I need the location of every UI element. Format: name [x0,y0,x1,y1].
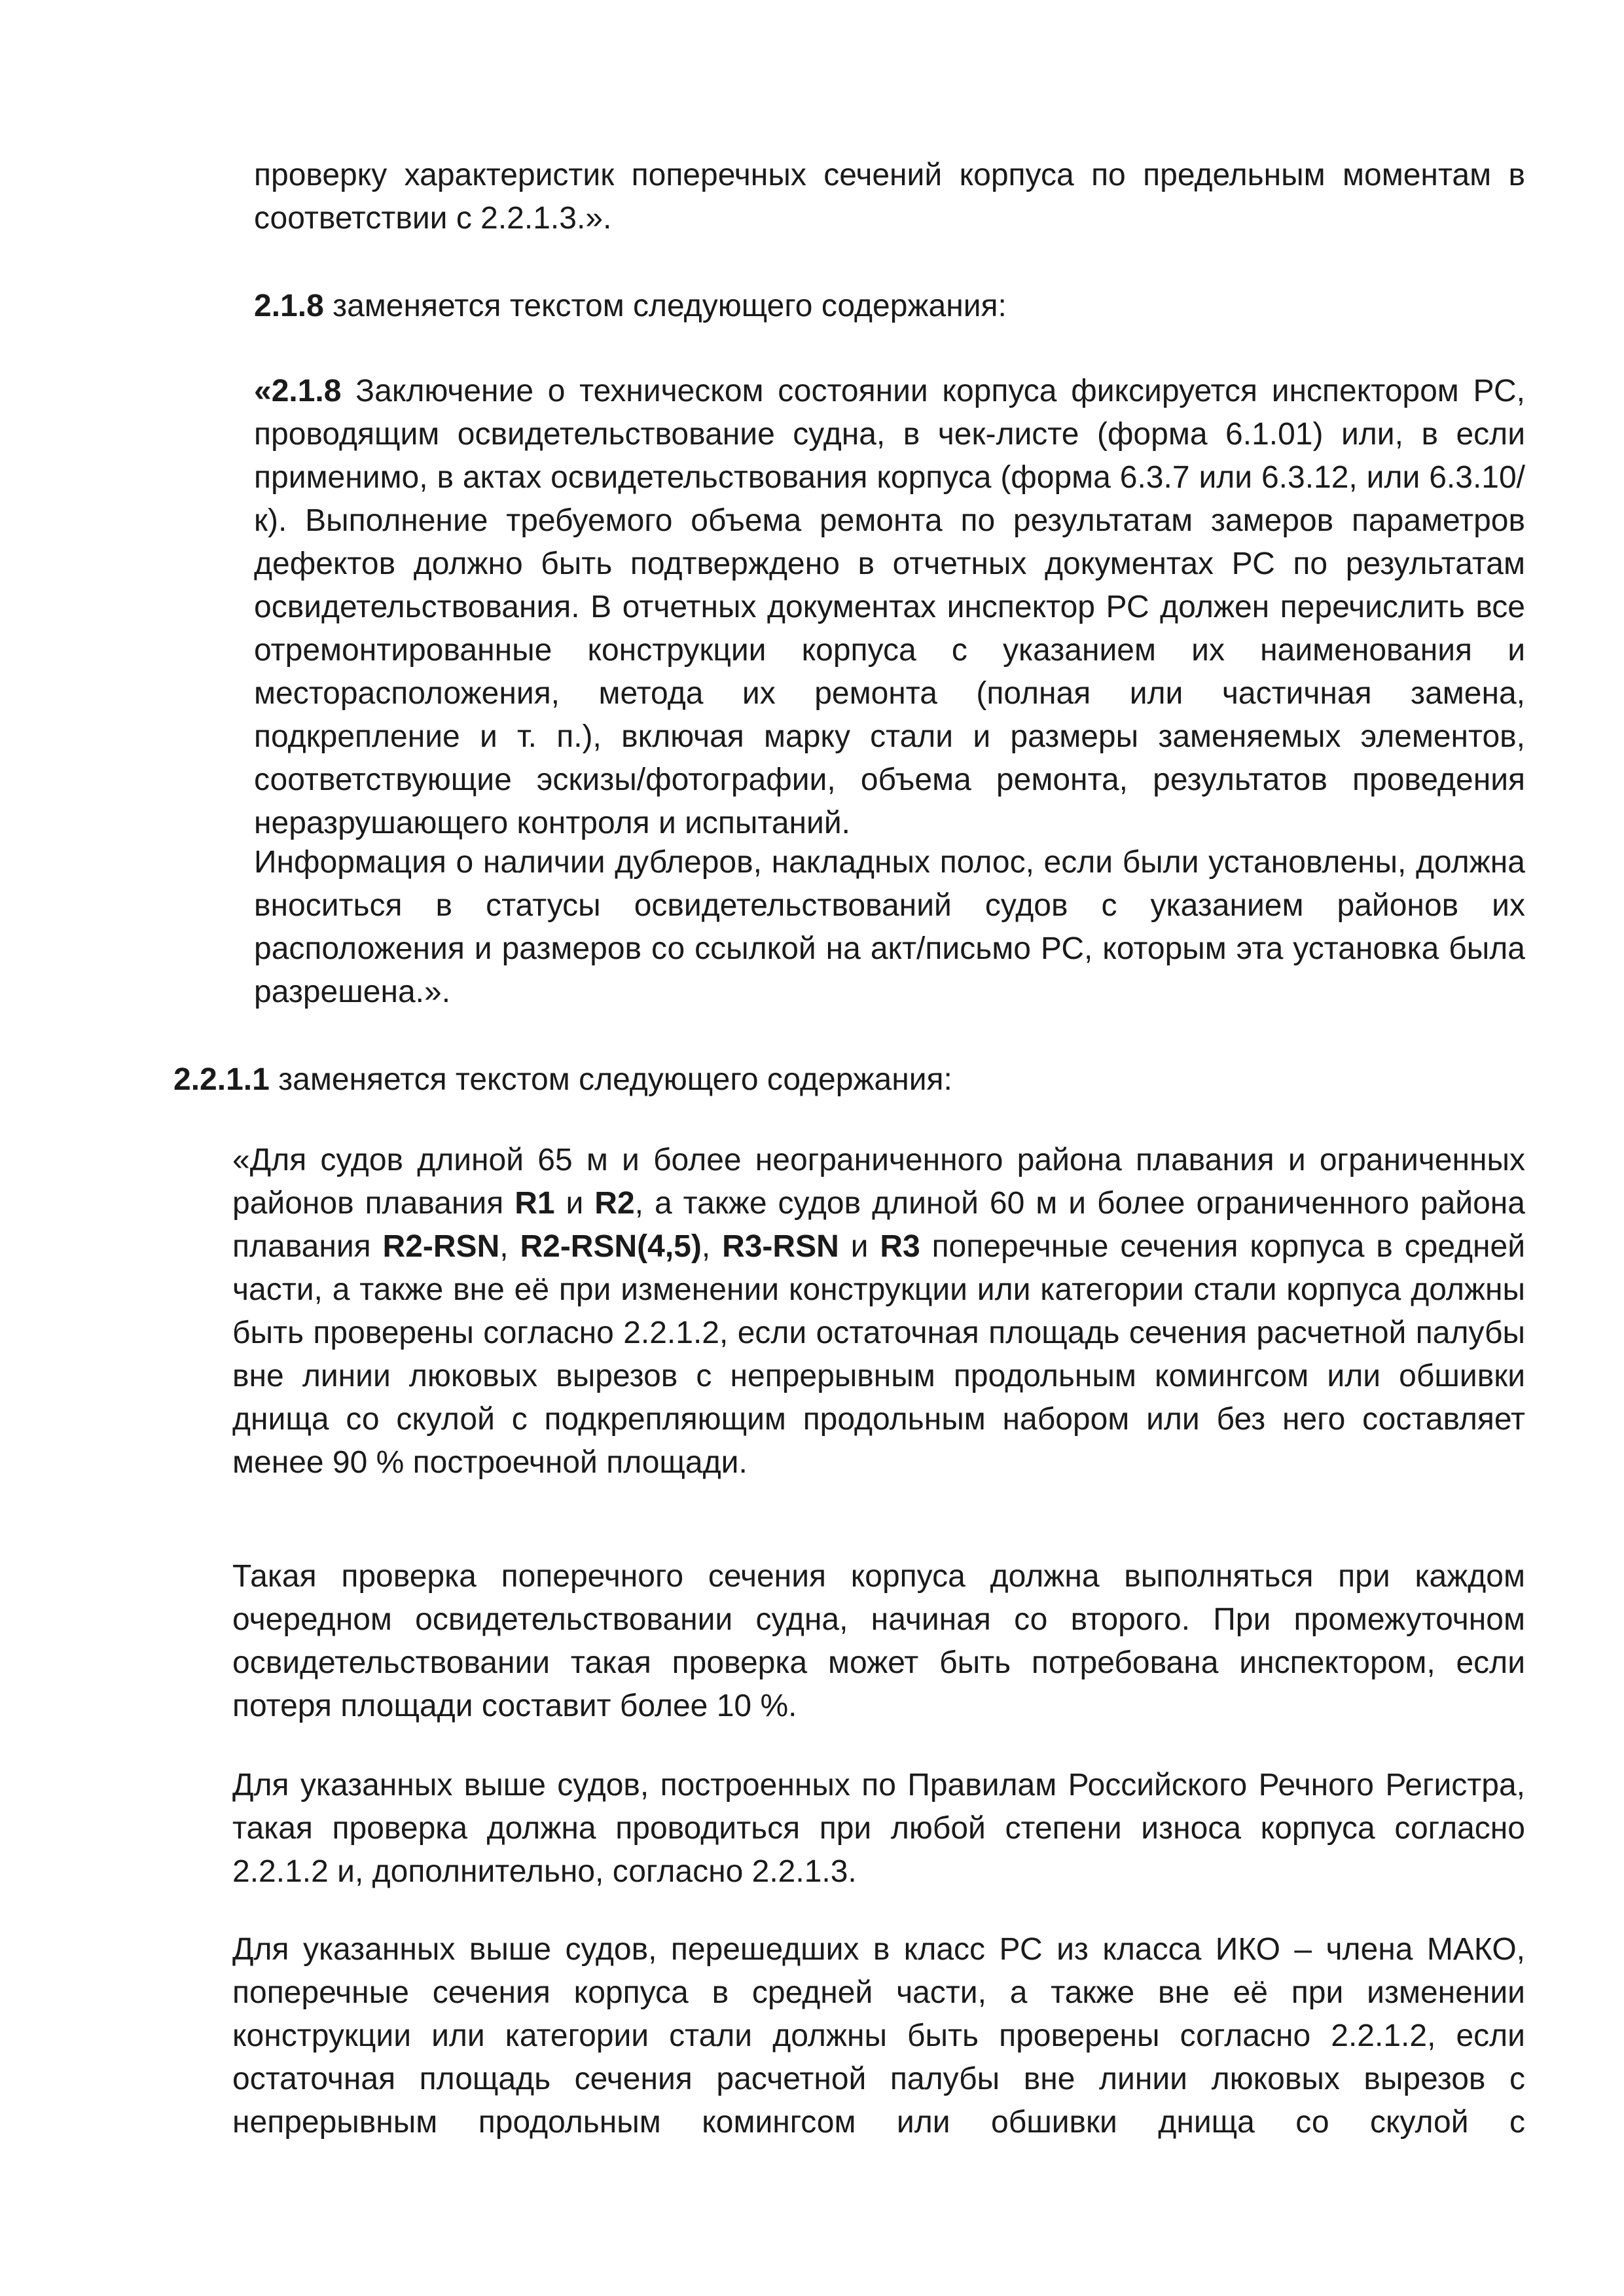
paragraph-4-text: Для указанных выше судов, перешедших в класс РС из класса ИКО – члена МАКО, поперечные сечения корпуса в средней части, а также вне её при изменении конструкции или категории стали должны быть проверены согласно 2.2.1.2, если остаточная площадь сечения расчетной палубы вне линии люковых вырезов с непрерывным продольным комингсом или обшивки днища со скулой с [232,1932,1525,2140]
item-2-2-1-1-intro [173,1058,1525,1102]
item-2-1-8-number: 2.1.8 [254,289,324,323]
p1-text-a: «Для судов длиной 65 м и более неограниченного района плавания и ограниченных районов плавания [232,1143,1525,1221]
class-notation-r3-rsn: R3-RSN [722,1229,839,1264]
class-notation-r1: R1 [514,1186,555,1221]
class-notation-r2-rsn-4-5: R2-RSN(4,5) [520,1229,702,1264]
item-2-1-8-quote-text: Заключение о техническом состоянии корпуса фиксируется инспектором РС, проводящим освидетельствование судна, в чек-листе (форма 6.1.01) или, в если применимо, в актах освидетельствования корпуса (форма 6.3.7 или 6.3.12, или 6.3.10/к). Выполнение требуемого объема ремонта по результатам замеров параметров дефектов должно быть подтверждено в отчетных документах РС по результатам освидетельствования. В отчетных документах инспектор РС должен перечислить все отремонтированные конструкции корпуса с указанием их наименования и месторасположения, метода их ремонта (полная или частичная замена, подкрепление и т. п.), включая марку стали и размеры заменяемых элементов, соответствующие эскизы/фотографии, объема ремонта, результатов проведения неразрушающего контроля и испытаний. [254,374,1525,840]
item-2-1-8-quote-p1 [254,370,1525,845]
item-2-2-1-1-paragraph-2 [232,1555,1525,1728]
item-2-2-1-1-paragraph-4 [232,1928,1525,2144]
item-2-1-8-quote-p2-text: Информация о наличии дублеров, накладных полос, если были установлены, должна вноситься в статусы освидетельствований судов с указанием районов их расположения и размеров со ссылкой на акт/письмо РС, которым эта установка была разрешена.». [254,845,1525,1009]
item-2-1-8-intro [254,285,1525,328]
item-2-2-1-1-paragraph-1 [232,1139,1525,1484]
class-notation-r3: R3 [880,1229,920,1264]
continuation-paragraph [254,154,1525,240]
p1-text-g: поперечные сечения корпуса в средней части, а также вне её при изменении конструкции или категории стали корпуса должны быть проверены согласно 2.2.1.2, если остаточная площадь сечения расчетной палубы вне линии люковых вырезов с непрерывным продольным комингсом или обшивки днища со скулой с подкрепляющим продольным набором или без него составляет менее 90 % построечной площади. [232,1229,1526,1480]
paragraph-3-text: Для указанных выше судов, построенных по Правилам Российского Речного Регистра, такая проверка должна проводиться при любой степени износа корпуса согласно 2.2.1.2 и, дополнительно, согласно 2.2.1.3. [232,1768,1525,1889]
item-2-1-8-quote-p2 [254,841,1525,1014]
item-2-2-1-1-intro-text: заменяется текстом следующего содержания: [269,1062,952,1097]
p1-text-d: , [499,1229,520,1264]
item-2-2-1-1-number: 2.2.1.1 [173,1062,270,1097]
item-2-1-8-intro-text: заменяется текстом следующего содержания: [323,289,1007,323]
p1-text-c: , а также судов длиной 60 м и более ограниченного района плавания [232,1186,1525,1264]
p1-text-f: и [839,1229,880,1264]
item-2-2-1-1-paragraph-3 [232,1764,1525,1893]
class-notation-r2: R2 [594,1186,635,1221]
paragraph-2-text: Такая проверка поперечного сечения корпуса должна выполняться при каждом очередном освидетельствовании судна, начиная со второго. При промежуточном освидетельствовании такая проверка может быть потребована инспектором, если потеря площади составит более 10 %. [232,1559,1525,1723]
continuation-text: проверку характеристик поперечных сечений корпуса по предельным моментам в соответствии с 2.2.1.3.». [254,158,1525,236]
p1-text-e: , [701,1229,723,1264]
p1-text-b: и [554,1186,595,1221]
item-2-1-8-quote-number: «2.1.8 [254,374,342,408]
class-notation-r2-rsn: R2-RSN [382,1229,500,1264]
